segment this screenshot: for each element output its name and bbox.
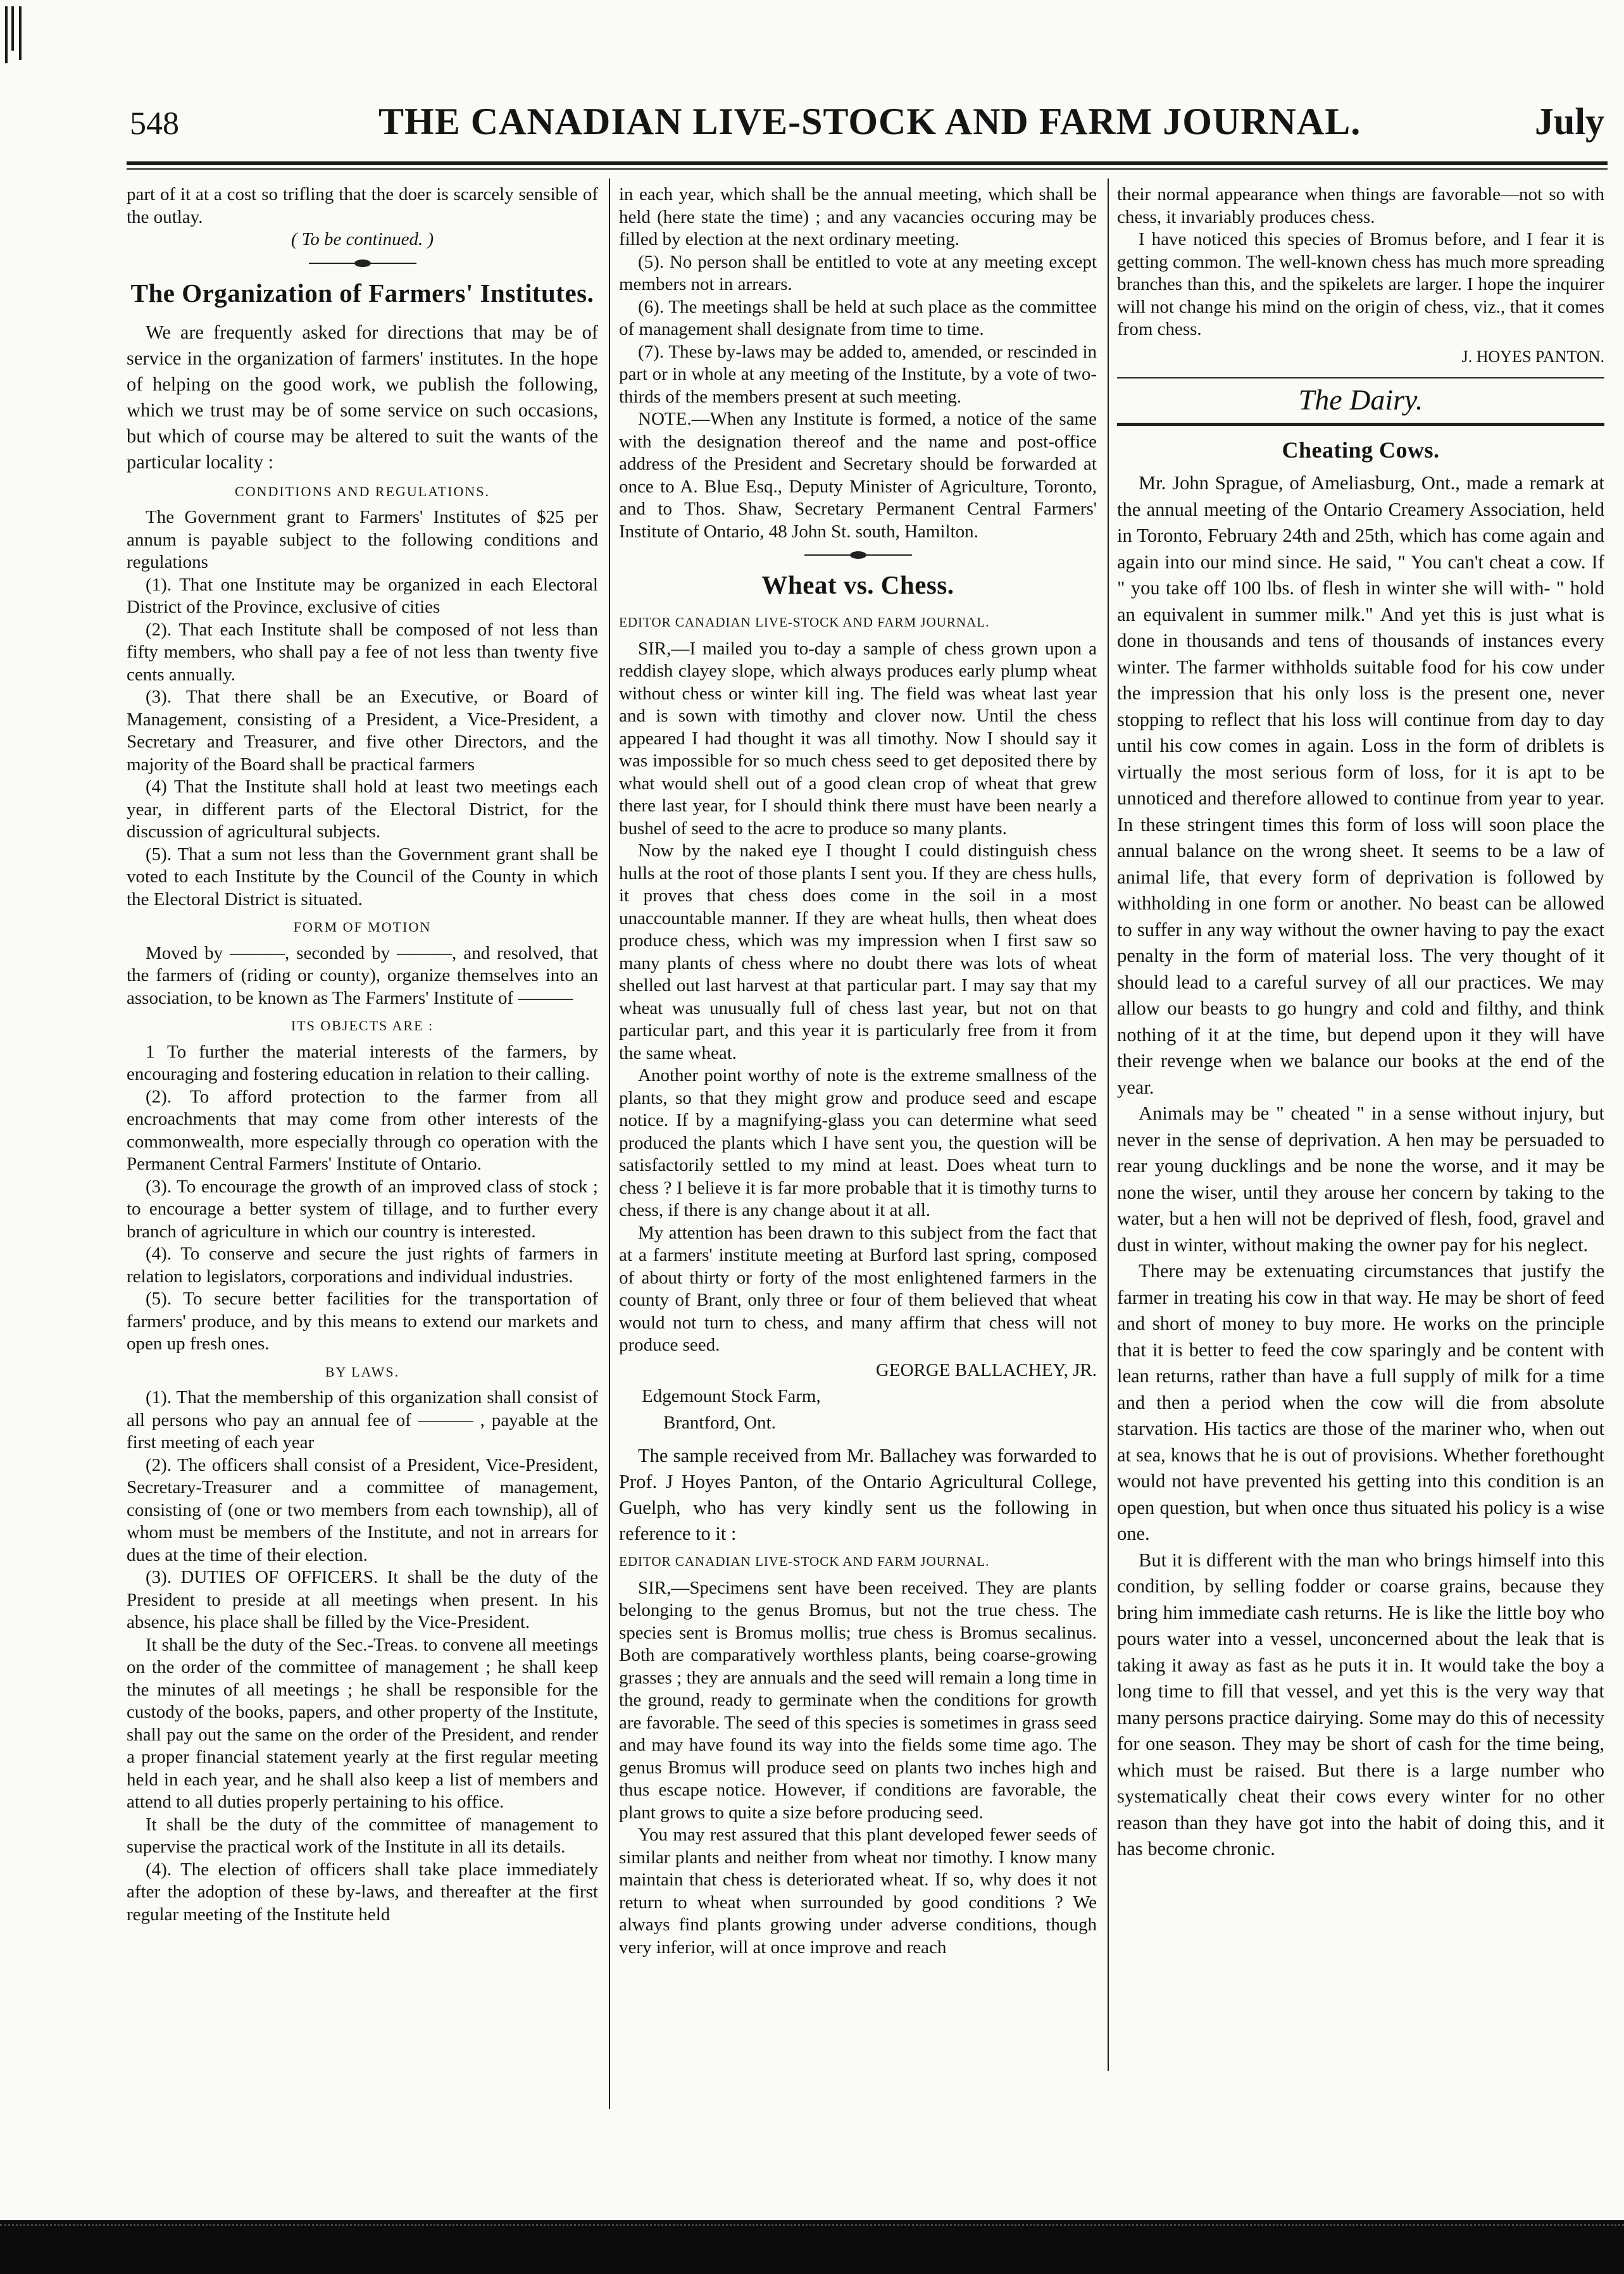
object-paragraph: (4). To conserve and secure the just rights of farmers in relation to legislators, corporations and individual industries. bbox=[127, 1244, 598, 1287]
bylaw-paragraph: It shall be the duty of the committee of management to supervise the practical work of the Institute in all its details. bbox=[127, 1814, 598, 1857]
article-title-wheat-chess: Wheat vs. Chess. bbox=[761, 570, 954, 599]
column-1 bbox=[127, 184, 598, 1926]
address-line: Edgemount Stock Farm, bbox=[642, 1386, 821, 1406]
letter-paragraph: Now by the naked eye I thought I could distinguish chess hulls at the root of those plants I sent you. If they are chess hulls, it proves that chess does come in the soil in a most unaccountable manner. If they are wheat hulls, then wheat does produce chess, which was my impression when I first saw so many plants of chess where no doubt there was lots of wheat shelled out last harvest at that particular part. I may say that my wheat was unusually full of chess last year, but not on that particular part, and this year it is particularly free from it from the same wheat. bbox=[619, 840, 1097, 1063]
letter-paragraph: My attention has been drawn to this subject from the fact that at a farmers' institute meeting at Burford last spring, composed of about thirty or forty of the most enlightened farmers in the county of Brant, only three or four of them believed that wheat would not turn to chess, and many affirm that chess will not produce seed. bbox=[619, 1222, 1097, 1355]
scan-bottom-edge bbox=[0, 2220, 1624, 2274]
reply-paragraph: I have noticed this species of Bromus before, and I fear it is getting common. The well-known chess has much more spreading branches than this, and the spikelets are larger. I hope the inquirer will not change his mind on the origin of chess, viz., that it comes from chess. bbox=[1117, 229, 1604, 339]
reply-paragraph: You may rest assured that this plant developed fewer seeds of similar plants and neither from wheat nor timothy. I know many maintain that chess is deteriorated wheat. If so, why does it not return to wheat when surrounded by good conditions ? We always find plants growing under adverse conditions, though very inferior, will at once improve and reach bbox=[619, 1825, 1097, 1958]
section-rule-thick bbox=[1117, 423, 1604, 426]
editor-salutation: EDITOR CANADIAN LIVE-STOCK AND FARM JOURNAL. bbox=[619, 615, 990, 630]
bylaw-continuation: in each year, which shall be the annual meeting, which shall be held (here state the time) ; and any vacancies occuring may be filled by election at the next ordinary meeting. bbox=[619, 184, 1097, 249]
article-paragraph: But it is different with the man who brings himself into this condition, by selling fodder or coarse grains, because they bring him immediate cash returns. He is like the little boy who pours water into a vessel, unconcerned about the leak that is taking it away as fast as he puts it in. It would take the boy a long time to fill that vessel, and yet this is the very way that many persons practice dairying. Some may do this of necessity for one season. They may be short of cash for the time being, which must be raised. But there is a large number who systematically cheat their cows every winter for no other reason than they have got into the habit of doing this, and it has become chronic. bbox=[1117, 1549, 1604, 1859]
continued-text: part of it at a cost so trifling that the doer is scarcely sensible of the outlay. bbox=[127, 184, 598, 227]
article-paragraph: Animals may be " cheated " in a sense without injury, but never in the sense of deprivation. A hen may be persuaded to rear young ducklings and be none the worse, and it may be none the wiser, until they arouse her concern by taking to the water, but a hen will not be deprived of flesh, food, gravel and dust in winter, without making the owner pay for his neglect. bbox=[1117, 1103, 1604, 1256]
letter-paragraph: Another point worthy of note is the extreme smallness of the plants, so that they might grow and produce seed and escape notice. If by a magnifying-glass you can determine what seed produced the plants which I have sent you, the question will be satisfactorily settled to my mind at least. Does wheat turn to chess ? I believe it is far more probable that it is timothy turns to chess, if there is any change about it at all. bbox=[619, 1065, 1097, 1220]
page-number: 548 bbox=[130, 106, 179, 142]
intro-paragraph: We are frequently asked for directions that may be of service in the organization of farmers' institutes. In the hope of helping on the good work, we publish the following, which we trust may be of some service on such occasions, but which of course may be altered to suit the wants of the particular locality : bbox=[127, 321, 598, 473]
scan-edge-marks bbox=[4, 6, 25, 63]
reply-continuation: their normal appearance when things are favorable—not so with chess, it invariably produces chess. bbox=[1117, 184, 1604, 227]
article-title-institutes: The Organization of Farmers' Institutes. bbox=[130, 278, 594, 308]
article-paragraph: Mr. John Sprague, of Ameliasburg, Ont., made a remark at the annual meeting of the Ontario Creamery Association, held in Toronto, February 24th and 25th, which has come again and again into our mind since. He said, " You can't cheat a cow. If " you take off 100 lbs. of flesh in winter she will with- " hold an equivalent in summer milk." And yet this is just what is done in thousands and tens of thousands of instances every winter. The farmer withholds suitable food for his cow under the impression that his only loss is the present one, never stopping to reflect that his loss will continue from day to day until his cow comes in again. Loss in the form of driblets is virtually the most serious form of loss, for it is apt to be unnoticed and therefore allowed to continue from year to year. In these stringent times this form of loss will soon place the annual balance on the wrong sheet. It seems to be a law of animal life, that every form of deprivation is followed by withholding in one form or another. No beast can be allowed to suffer in any way without the owner having to pay the exact penalty in the form of material loss. The very thought of it should lead to a careful survey of all our practices. We may allow our beasts to go hungry and cold and filthy, and think nothing of it at the time, but depend upon it they will have their revenge when we balance our books at the end of the year. bbox=[1117, 472, 1604, 1098]
bylaws-heading: BY LAWS. bbox=[325, 1363, 400, 1380]
condition-paragraph: The Government grant to Farmers' Institutes of $25 per annum is payable subject to the following conditions and regulations bbox=[127, 507, 598, 572]
editor-salutation: EDITOR CANADIAN LIVE-STOCK AND FARM JOURNAL. bbox=[619, 1554, 990, 1569]
object-paragraph: (3). To encourage the growth of an improved class of stock ; to encourage a better system of tillage, and to further every branch of agriculture in which our country is interested. bbox=[127, 1176, 598, 1242]
object-paragraph: 1 To further the material interests of the farmers, by encouraging and fostering education in relation to their calling. bbox=[127, 1041, 598, 1084]
conditions-heading: CONDITIONS AND REGULATIONS. bbox=[235, 483, 490, 499]
section-title-dairy: The Dairy. bbox=[1298, 384, 1423, 416]
bylaw-paragraph: (7). These by-laws may be added to, amended, or rescinded in part or in whole at any meeting of the Institute, by a vote of two-thirds of the members present at such meeting. bbox=[619, 341, 1097, 407]
bylaw-paragraph: (6). The meetings shall be held at such place as the committee of management shall designate from time to time. bbox=[619, 296, 1097, 339]
separator-flourish bbox=[127, 255, 598, 272]
article-title-cheating-cows: Cheating Cows. bbox=[1282, 437, 1440, 463]
issue-month: July bbox=[1534, 101, 1604, 142]
object-paragraph: (2). To afford protection to the farmer from all encroachments that may come from other interests of the commonwealth, more especially through co operation with the Permanent Central Farmers' Institute of Ontario. bbox=[127, 1086, 598, 1174]
reply-intro: The sample received from Mr. Ballachey was forwarded to Prof. J Hoyes Panton, of the Ontario Agricultural College, Guelph, who has very kindly sent us the following in reference to it : bbox=[619, 1445, 1097, 1544]
condition-paragraph: (2). That each Institute shall be composed of not less than fifty members, who shall pay a fee of not less than twenty five cents annually. bbox=[127, 619, 598, 685]
object-paragraph: (5). To secure better facilities for the transportation of farmers' produce, and by this means to extend our markets and open up fresh ones. bbox=[127, 1289, 598, 1354]
bylaw-paragraph: (2). The officers shall consist of a President, Vice-President, Secretary-Treasurer and a committee of management, consisting of (one or two members from each township), all of whom must be members of the Institute, and not in arrears for dues at the time of their election. bbox=[127, 1454, 598, 1565]
bylaw-paragraph: (5). No person shall be entitled to vote at any meeting except members not in arrears. bbox=[619, 251, 1097, 294]
column-2 bbox=[619, 184, 1097, 1959]
note-paragraph: NOTE.—When any Institute is formed, a notice of the same with the designation thereof and the name and post-office address of the President and Secretary should be forwarded at once to A. Blue Esq., Deputy Minister of Agriculture, Toronto, and to Thos. Shaw, Secretary Permanent Central Farmers' Institute of Ontario, 48 John St. south, Hamilton. bbox=[619, 409, 1097, 542]
column-divider-1 bbox=[609, 178, 610, 2109]
column-3 bbox=[1117, 184, 1604, 1863]
journal-title: THE CANADIAN LIVE-STOCK AND FARM JOURNAL. bbox=[378, 101, 1361, 142]
bylaw-paragraph: (3). DUTIES OF OFFICERS. It shall be the duty of the President to preside at all meetings when present. In his absence, his place shall be filled by the Vice-President. bbox=[127, 1567, 598, 1632]
letter-paragraph: SIR,—I mailed you to-day a sample of chess grown upon a reddish clayey slope, which always produces early plump wheat without chess or winter kill ing. The field was wheat last year and is sown with timothy and clover now. Until the chess appeared I had thought it was all timothy. Now I should say it was impossible for so much chess seed to get deposited there by what would shell out of a good clean crop of wheat that grew there last year, for I should think there must have been nearly a bushel of seed to the acre to produce so many plants. bbox=[619, 638, 1097, 839]
condition-paragraph: (4) That the Institute shall hold at least two meetings each year, in different parts of the Electoral District, for the discussion of agricultural subjects. bbox=[127, 777, 598, 842]
reply-paragraph: SIR,—Specimens sent have been received. They are plants belonging to the genus Bromus, but not the true chess. The species sent is Bromus mollis; true chess is Bromus secalinus. Both are comparatively worthless plants, being coarse-growing grasses ; they are annuals and the seed will remain a long time in the ground, ready to germinate when the conditions for growth are favorable. The seed of this species is sometimes in grass seed and may have found its way into the fields some time ago. The genus Bromus will produce seed on plants two inches high and thus escape notice. However, if conditions are favorable, the plant grows to quite a size before producing seed. bbox=[619, 1577, 1097, 1823]
separator-flourish bbox=[619, 547, 1097, 563]
header-rule bbox=[127, 161, 1608, 165]
condition-paragraph: (5). That a sum not less than the Government grant shall be voted to each Institute by the Council of the County in which the Electoral District is situated. bbox=[127, 844, 598, 909]
section-rule bbox=[1117, 377, 1604, 378]
masthead bbox=[130, 100, 1604, 157]
letter-signature: GEORGE BALLACHEY, JR. bbox=[875, 1359, 1097, 1380]
address-line: Brantford, Ont. bbox=[663, 1412, 776, 1433]
bylaw-paragraph: (4). The election of officers shall take place immediately after the adoption of these by-laws, and thereafter at the first regular meeting of the Institute held bbox=[127, 1859, 598, 1925]
header-rule-thin bbox=[127, 168, 1608, 170]
condition-paragraph: (3). That there shall be an Executive, or Board of Management, consisting of a President, a Vice-President, a Secretary and Treasurer, and five other Directors, and the majority of the Board shall be practical farmers bbox=[127, 687, 598, 775]
motion-heading: FORM OF MOTION bbox=[293, 919, 432, 935]
motion-paragraph: Moved by ———, seconded by ———, and resolved, that the farmers of (riding or county), organize themselves into an association, to be known as The Farmers' Institute of ——— bbox=[127, 942, 598, 1008]
condition-paragraph: (1). That one Institute may be organized in each Electoral District of the Province, exclusive of cities bbox=[127, 574, 598, 617]
reply-signature: J. HOYES PANTON. bbox=[1461, 347, 1604, 366]
objects-heading: ITS OBJECTS ARE : bbox=[290, 1018, 434, 1034]
article-paragraph: There may be extenuating circumstances that justify the farmer in treating his cow in that way. He may be short of feed and short of money to buy more. He works on the principle that it is better to feed the cow sparingly and be content with lean returns, rather than have a full supply of milk for a time and then a period when the cow will die from absolute starvation. His tactics are those of the mariner who, when out at sea, knows that he is out of provisions. Whether forethought would not have prevented his getting into this condition is an open question, but when once thus situated his policy is a wise one. bbox=[1117, 1260, 1604, 1544]
column-divider-2 bbox=[1108, 178, 1109, 2071]
bylaw-paragraph: It shall be the duty of the Sec.-Treas. to convene all meetings on the order of the committee of management ; he shall keep the minutes of all meetings ; he shall be responsible for the custody of the books, papers, and other property of the Institute, shall pay out the same on the order of the President, and render a proper financial statement yearly at the first regular meeting held in each year, and he shall also keep a list of members and attend to all duties properly pertaining to his office. bbox=[127, 1634, 598, 1812]
to-be-continued: ( To be continued. ) bbox=[290, 229, 434, 249]
bylaw-paragraph: (1). That the membership of this organization shall consist of all persons who pay an annual fee of ——— , payable at the first meeting of each year bbox=[127, 1387, 598, 1452]
